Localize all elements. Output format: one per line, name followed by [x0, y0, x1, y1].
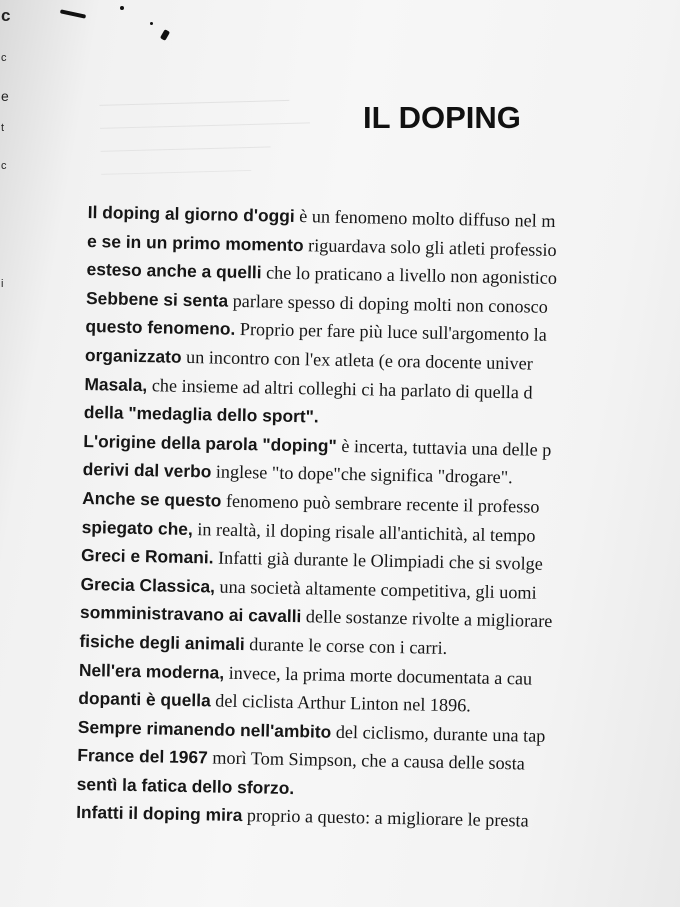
margin-glyph: c: [1, 160, 7, 172]
document-title: IL DOPING: [363, 100, 521, 135]
bold-segment: dopanti è quella: [78, 688, 211, 711]
text-segment: Proprio per fare più luce sull'argomento la: [235, 319, 547, 346]
bold-segment: esteso anche a quelli: [86, 259, 262, 283]
bold-segment: Anche se questo: [82, 487, 222, 511]
margin-glyph: t: [1, 122, 5, 134]
text-segment: del ciclista Arthur Linton nel 1896.: [210, 690, 472, 716]
bold-segment: Sebbene si senta: [85, 287, 229, 311]
bold-segment: Infatti il doping mira: [76, 802, 243, 826]
text-segment: del ciclismo, durante una tap: [331, 721, 546, 746]
ink-smudge: [120, 6, 124, 10]
bold-segment: Il doping al giorno d'oggi: [87, 201, 295, 226]
text-segment: durante le corse con i carri.: [244, 633, 448, 658]
bold-segment: France del 1967: [77, 745, 208, 768]
bold-segment: derivi dal verbo: [82, 459, 212, 482]
margin-glyph: c: [1, 52, 7, 64]
ink-smudge: [60, 9, 86, 18]
bold-segment: Nell'era moderna,: [78, 659, 225, 683]
text-segment: Infatti già durante le Olimpiadi che si svolge: [213, 547, 543, 574]
bold-segment: Grecia Classica,: [80, 573, 216, 597]
text-segment: proprio a questo: a migliorare le presta: [242, 805, 529, 832]
text-segment: invece, la prima morte documentata a cau: [223, 662, 533, 689]
text-segment: una società altamente competitiva, gli uomi: [214, 576, 537, 603]
bold-segment: L'origine della parola "doping": [83, 430, 337, 456]
text-segment: riguardava solo gli atleti professio: [303, 234, 557, 260]
bold-segment: fisiche degli animali: [79, 630, 245, 654]
bold-segment: organizzato: [84, 344, 182, 367]
text-segment: un incontro con l'ex atleta (e ora docente univer: [181, 346, 533, 374]
text-segment: che insieme ad altri colleghi ci ha parlato di quella d: [147, 374, 533, 403]
bold-segment: e se in un primo momento: [86, 230, 304, 255]
margin-glyph: c: [1, 6, 11, 25]
bold-segment: spiegato che,: [81, 516, 194, 539]
bold-segment: Masala,: [84, 373, 148, 395]
bold-segment: sentì la fatica dello sforzo.: [76, 773, 295, 798]
text-segment: è un fenomeno molto diffuso nel m: [294, 205, 556, 231]
bold-segment: questo fenomeno.: [85, 316, 236, 340]
text-segment: fenomeno può sembrare recente il professo: [221, 490, 540, 517]
text-segment: delle sostanze rivolte a migliorare: [301, 606, 553, 632]
text-segment: in realtà, il doping risale all'antichità, al tempo: [192, 518, 536, 546]
document-body: [76, 198, 680, 839]
text-segment: morì Tom Simpson, che a causa delle sosta: [207, 747, 526, 774]
ink-smudge: [150, 22, 153, 25]
ink-smudge: [160, 29, 170, 41]
bold-segment: somministravano ai cavalli: [79, 602, 302, 627]
text-segment: parlare spesso di doping molti non conosco: [227, 290, 549, 317]
text-segment: che lo praticano a livello non agonistico: [261, 262, 558, 289]
text-segment: è incerta, tuttavia una delle p: [336, 435, 552, 460]
previous-page-edge: [0, 0, 18, 300]
bold-segment: Sempre rimanendo nell'ambito: [77, 716, 332, 742]
bold-segment: Greci e Romani.: [80, 545, 214, 568]
margin-glyph: e: [1, 88, 9, 104]
bold-segment: della "medaglia dello sport".: [83, 402, 319, 427]
margin-glyph: i: [1, 278, 4, 290]
bleed-through-text: [99, 77, 321, 175]
text-segment: inglese "to dope"che significa "drogare".: [211, 461, 513, 488]
